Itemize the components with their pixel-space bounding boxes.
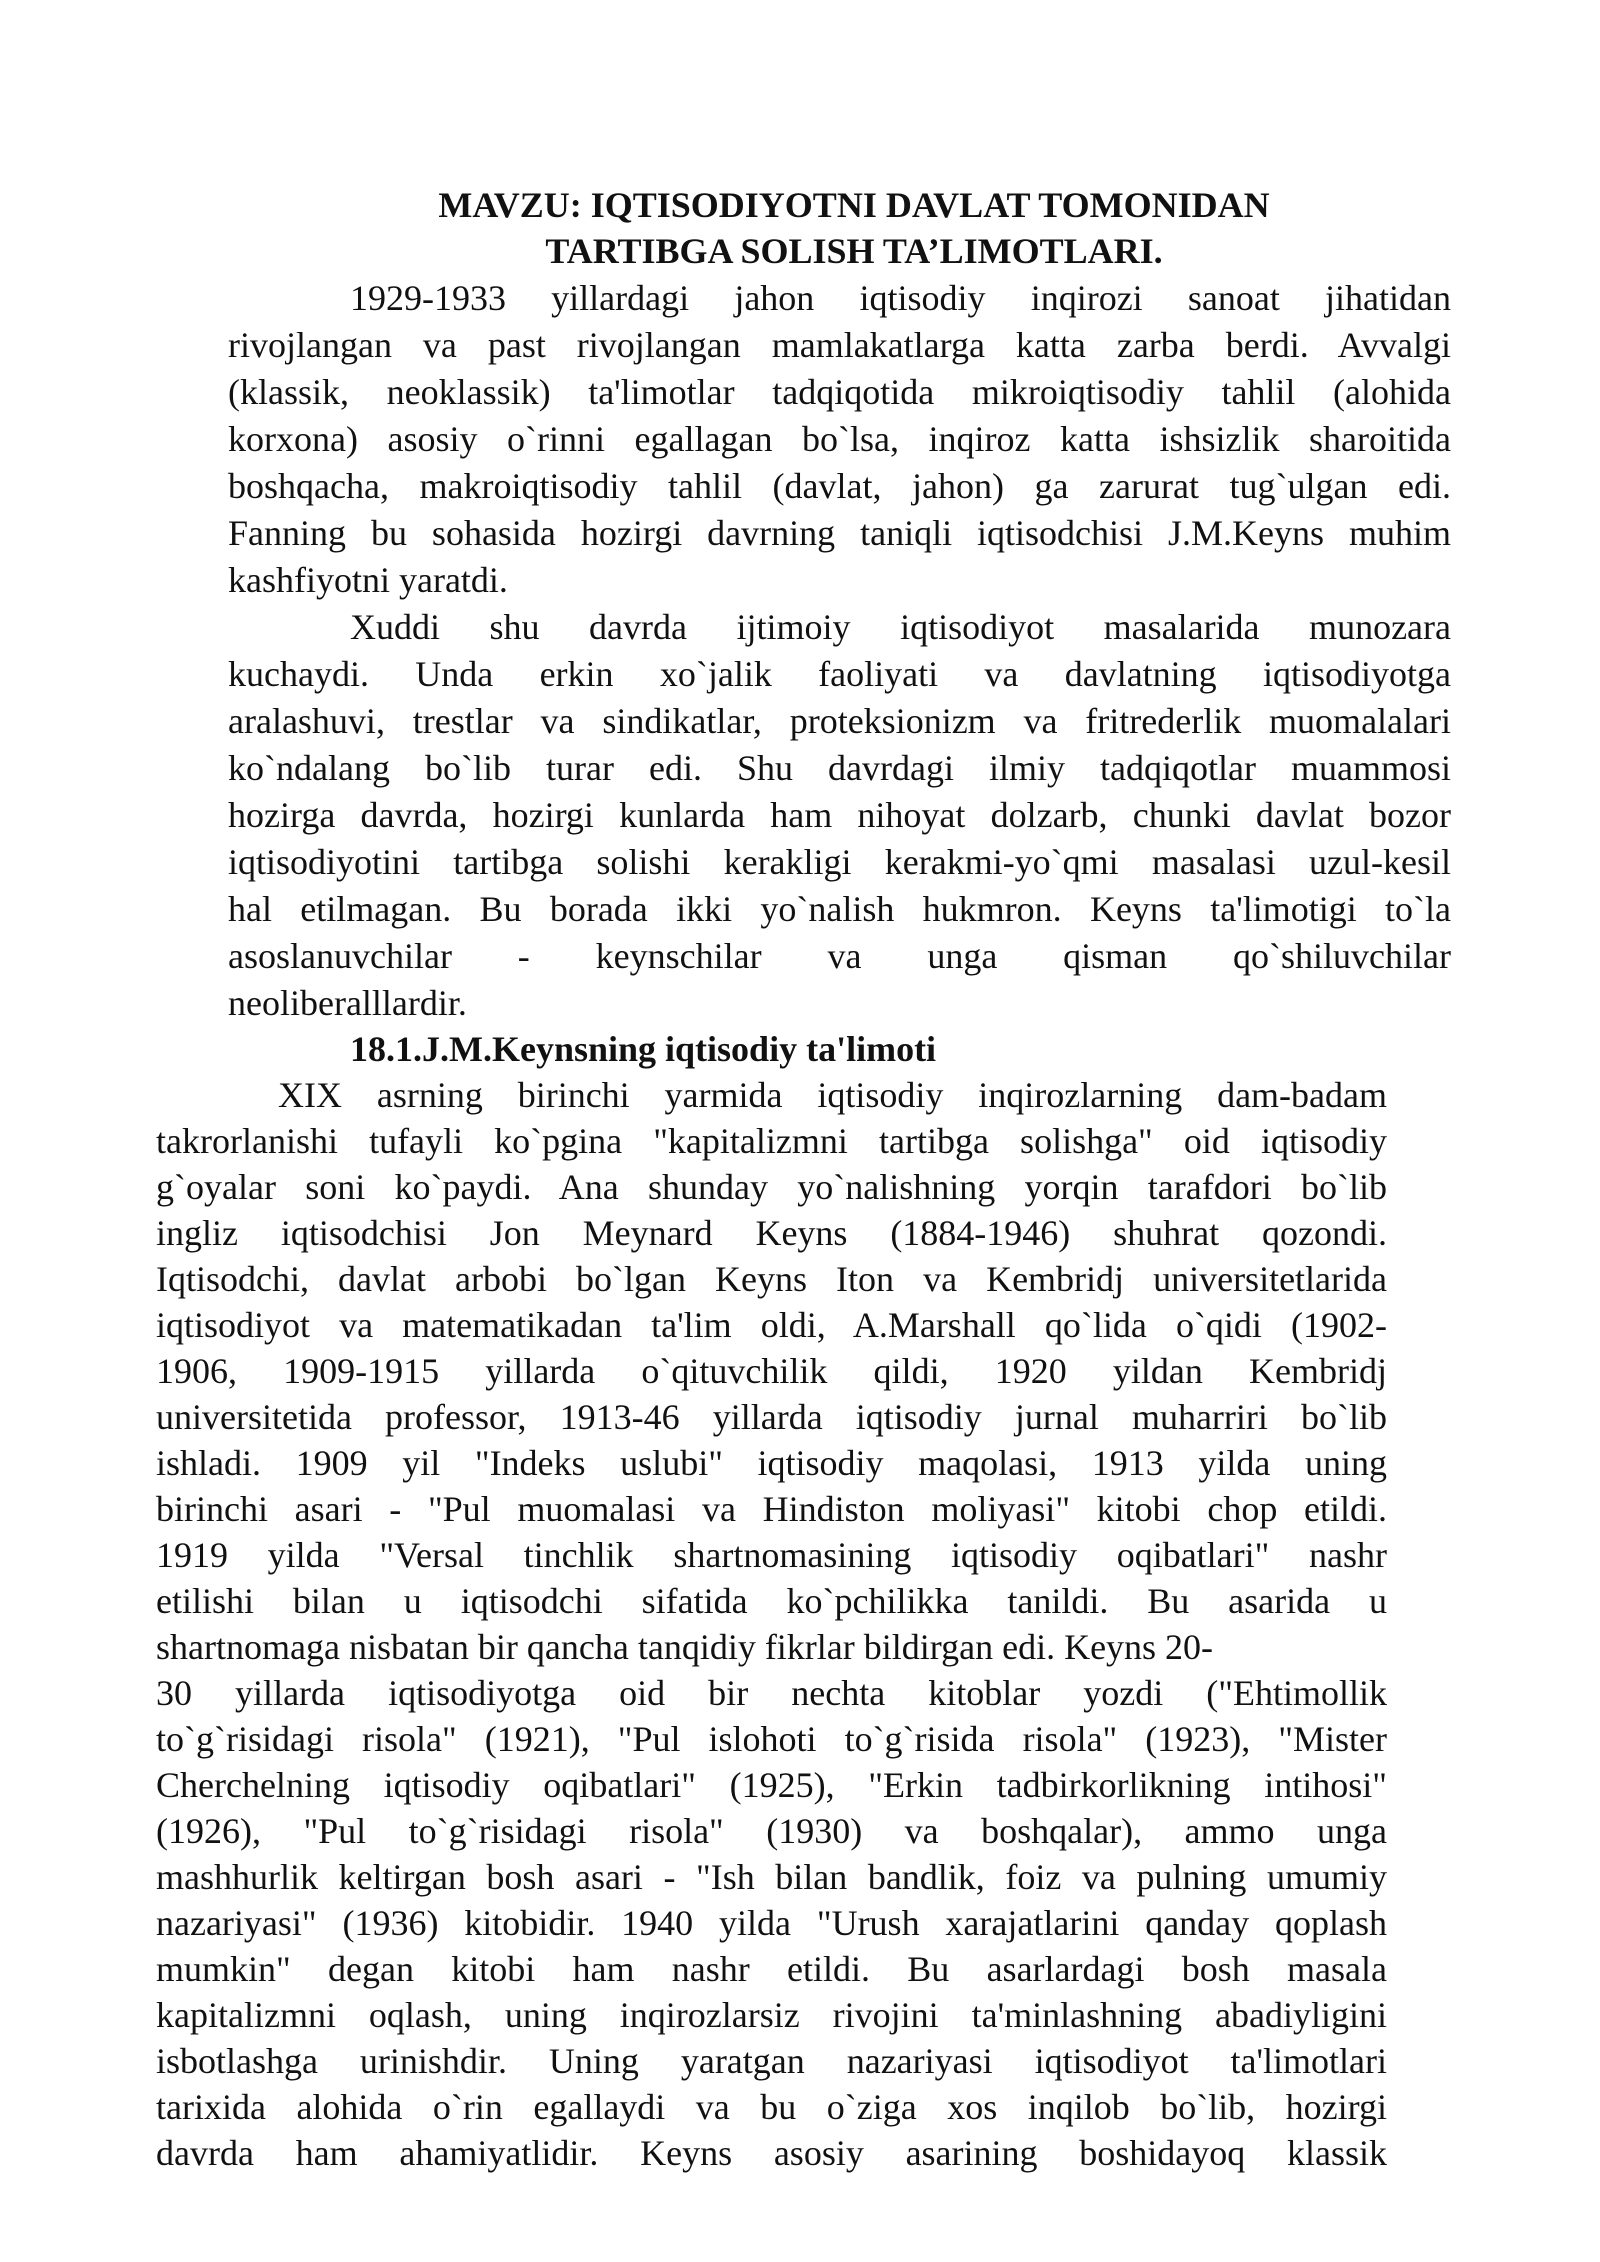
paragraph-3-line: kapitalizmni oqlash, uning inqirozlarsiz rivojini ta'minlashning abadiyligini [156, 1995, 1387, 2035]
paragraph-1-line: boshqacha, makroiqtisodiy tahlil (davlat, jahon) ga zarurat tug`ulgan edi. [228, 466, 1451, 506]
paragraph-2-line: hozirga davrda, hozirgi kunlarda ham nihoyat dolzarb, chunki davlat bozor [228, 795, 1451, 835]
title-line-1: MAVZU: IQTISODIYOTNI DAVLAT TOMONIDAN [438, 185, 1270, 225]
paragraph-2-line: Xuddi shu davrda ijtimoiy iqtisodiyot masalarida munozara [350, 607, 1451, 647]
paragraph-3-line: etilishi bilan u iqtisodchi sifatida ko`pchilikka tanildi. Bu asarida u [156, 1581, 1387, 1621]
paragraph-3-line: to`g`risidagi risola" (1921), "Pul islohoti to`g`risida risola" (1923), "Mister [156, 1719, 1387, 1759]
paragraph-2-line: hal etilmagan. Bu borada ikki yo`nalish hukmron. Keyns ta'limotigi to`la [228, 889, 1451, 929]
paragraph-3-line: Iqtisodchi, davlat arbobi bo`lgan Keyns Iton va Kembridj universitetlarida [156, 1259, 1387, 1299]
paragraph-3-line: shartnomaga nisbatan bir qancha tanqidiy fikrlar bildirgan edi. Keyns 20- [156, 1627, 1214, 1667]
paragraph-1-line: Fanning bu sohasida hozirgi davrning taniqli iqtisodchisi J.M.Keyns muhim [228, 513, 1451, 553]
paragraph-2-line: asoslanuvchilar - keynschilar va unga qisman qo`shiluvchilar [228, 936, 1451, 976]
paragraph-1-line: korxona) asosiy o`rinni egallagan bo`lsa, inqiroz katta ishsizlik sharoitida [228, 419, 1451, 459]
paragraph-3-line: 1906, 1909-1915 yillarda o`qituvchilik qildi, 1920 yildan Kembridj [156, 1351, 1387, 1391]
paragraph-3-line: birinchi asari - "Pul muomalasi va Hindiston moliyasi" kitobi chop etildi. [156, 1489, 1387, 1529]
paragraph-3-line: universitetida professor, 1913-46 yillarda iqtisodiy jurnal muharriri bo`lib [156, 1397, 1387, 1437]
paragraph-2-line: ko`ndalang bo`lib turar edi. Shu davrdagi ilmiy tadqiqotlar muammosi [228, 748, 1451, 788]
paragraph-3-line: ishladi. 1909 yil "Indeks uslubi" iqtisodiy maqolasi, 1913 yilda uning [156, 1443, 1387, 1483]
paragraph-3-line: XIX asrning birinchi yarmida iqtisodiy inqirozlarning dam-badam [278, 1075, 1387, 1115]
paragraph-3-line: nazariyasi" (1936) kitobidir. 1940 yilda "Urush xarajatlarini qanday qoplash [156, 1903, 1387, 1943]
paragraph-3-line: Cherchelning iqtisodiy oqibatlari" (1925), "Erkin tadbirkorlikning intihosi" [156, 1765, 1387, 1805]
paragraph-3-line: tarixida alohida o`rin egallaydi va bu o`ziga xos inqilob bo`lib, hozirgi [156, 2087, 1387, 2127]
title-line-2: TARTIBGA SOLISH TA’LIMOTLARI. [545, 231, 1163, 271]
paragraph-3-line: takrorlanishi tufayli ko`pgina "kapitalizmni tartibga solishga" oid iqtisodiy [156, 1121, 1387, 1161]
paragraph-3-line: iqtisodiyot va matematikadan ta'lim oldi, A.Marshall qo`lida o`qidi (1902- [156, 1305, 1387, 1345]
paragraph-3-line: (1926), "Pul to`g`risidagi risola" (1930) va boshqalar), ammo unga [156, 1811, 1387, 1851]
section-heading: 18.1.J.M.Keynsning iqtisodiy ta'limoti [350, 1029, 937, 1069]
paragraph-3-line: isbotlashga urinishdir. Uning yaratgan nazariyasi iqtisodiyot ta'limotlari [156, 2041, 1387, 2081]
paragraph-1-line: rivojlangan va past rivojlangan mamlakatlarga katta zarba berdi. Avvalgi [228, 325, 1451, 365]
paragraph-2-line: iqtisodiyotini tartibga solishi kerakligi kerakmi-yo`qmi masalasi uzul-kesil [228, 842, 1451, 882]
paragraph-3-line: g`oyalar soni ko`paydi. Ana shunday yo`nalishning yorqin tarafdori bo`lib [156, 1167, 1387, 1207]
paragraph-3-line: ingliz iqtisodchisi Jon Meynard Keyns (1884-1946) shuhrat qozondi. [156, 1213, 1387, 1253]
paragraph-3-line: davrda ham ahamiyatlidir. Keyns asosiy asarining boshidayoq klassik [156, 2133, 1387, 2173]
paragraph-1-line: 1929-1933 yillardagi jahon iqtisodiy inqirozi sanoat jihatidan [350, 278, 1451, 318]
paragraph-1-line: (klassik, neoklassik) ta'limotlar tadqiqotida mikroiqtisodiy tahlil (alohida [228, 372, 1451, 412]
paragraph-2-line: aralashuvi, trestlar va sindikatlar, proteksionizm va fritrederlik muomalalari [228, 701, 1451, 741]
paragraph-3-line: 1919 yilda "Versal tinchlik shartnomasining iqtisodiy oqibatlari" nashr [156, 1535, 1387, 1575]
paragraph-1-line: kashfiyotni yaratdi. [228, 560, 508, 600]
paragraph-3-line: mumkin" degan kitobi ham nashr etildi. Bu asarlardagi bosh masala [156, 1949, 1387, 1989]
paragraph-2-line: kuchaydi. Unda erkin xo`jalik faoliyati va davlatning iqtisodiyotga [228, 654, 1451, 694]
paragraph-2-line: neoliberalllardir. [228, 983, 467, 1023]
paragraph-3-line: mashhurlik keltirgan bosh asari - "Ish bilan bandlik, foiz va pulning umumiy [156, 1857, 1387, 1897]
paragraph-3-line: 30 yillarda iqtisodiyotga oid bir nechta kitoblar yozdi ("Ehtimollik [156, 1673, 1387, 1713]
